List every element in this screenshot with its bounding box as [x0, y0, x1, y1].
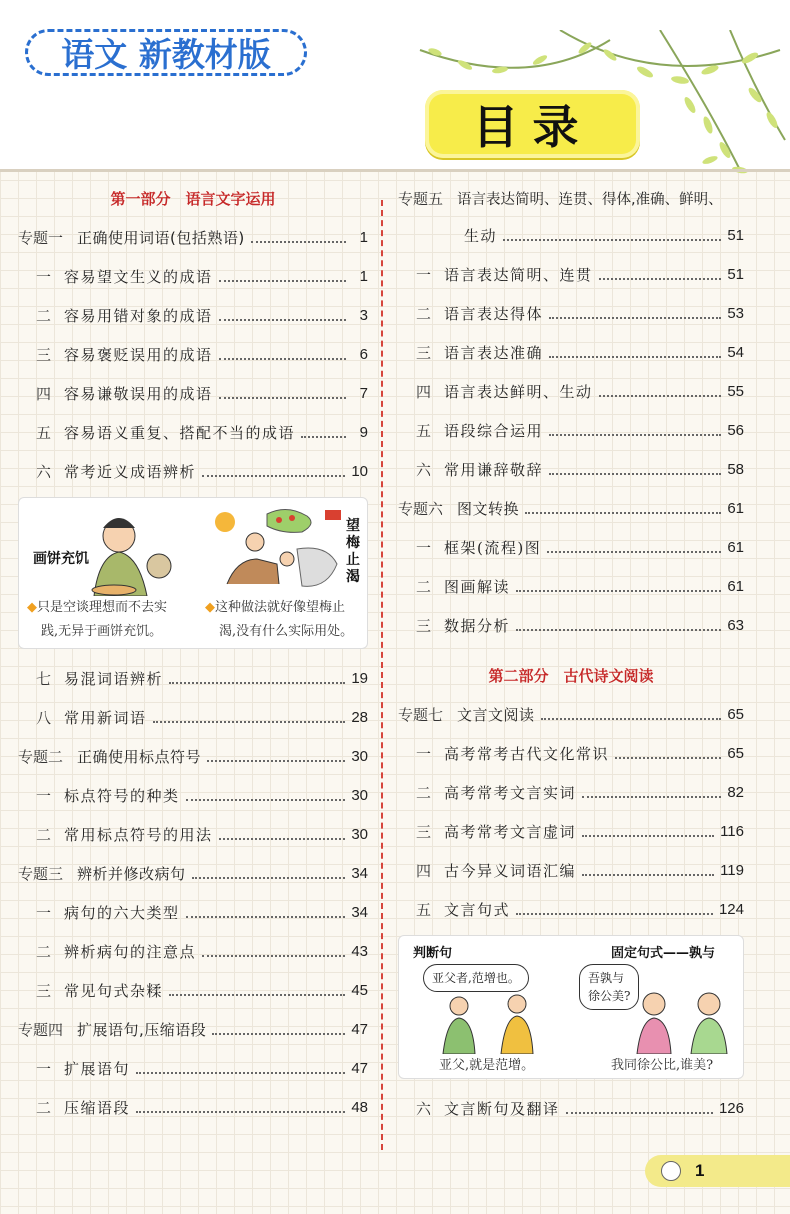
mirror-figures-icon — [629, 988, 739, 1054]
dot-leader — [219, 319, 346, 321]
toc-row-label: 标点符号的种类 — [64, 787, 180, 805]
toc-row-label: 高考常考古代文化常识 — [444, 745, 610, 763]
dot-leader — [549, 317, 721, 319]
toc-row-label: 文言断句及翻译 — [444, 1100, 560, 1118]
toc-topic-number: 专题七 — [398, 706, 444, 724]
dot-leader — [549, 434, 721, 436]
toc-row-label: 常考近义成语辨析 — [64, 463, 197, 481]
toc-row-number: 一 — [36, 787, 52, 805]
dot-leader — [599, 395, 722, 397]
dot-leader — [599, 278, 722, 280]
toc-row[interactable] — [18, 374, 368, 413]
toc-topic-label: 扩展语句,压缩语段 — [77, 1021, 207, 1039]
toc-page-number: 30 — [351, 748, 368, 765]
dot-leader — [582, 796, 721, 798]
pattern-label-1: 判断句 — [413, 946, 453, 961]
edition-badge: 语文 新教材版 — [25, 29, 307, 76]
speech-bubble-2: 吾孰与 徐公美? — [579, 964, 639, 1010]
dot-leader — [251, 241, 346, 243]
toc-row[interactable] — [18, 257, 368, 296]
toc-topic-number: 专题三 — [18, 865, 64, 883]
toc-row-number: 一 — [36, 1060, 52, 1078]
toc-row-label: 语言表达简明、连贯 — [444, 266, 593, 284]
toc-row-number: 四 — [416, 383, 432, 401]
toc-topic-row[interactable] — [398, 695, 744, 734]
dot-leader — [186, 916, 346, 918]
toc-page-number: 61 — [727, 578, 744, 595]
pattern-caption-2: 我同徐公比,谁美? — [611, 1058, 714, 1073]
toc-row-number: 五 — [416, 901, 432, 919]
toc-page-number: 47 — [351, 1060, 368, 1077]
toc-page-number: 6 — [359, 346, 368, 363]
toc-row-number: 一 — [416, 266, 432, 284]
dot-leader — [153, 721, 346, 723]
idiom-caption-1: ◆只是空谈理想而不去实 践,无异于画饼充饥。 — [27, 600, 168, 639]
toc-row-number: 一 — [416, 539, 432, 557]
toc-topic-number: 专题五 — [398, 189, 444, 208]
toc-page-number: 61 — [727, 500, 744, 517]
dot-leader — [516, 913, 713, 915]
dot-leader — [582, 874, 714, 876]
toc-row[interactable] — [398, 606, 744, 645]
dot-leader — [615, 757, 721, 759]
toc-page-number: 34 — [351, 904, 368, 921]
toc-row-number: 一 — [416, 745, 432, 763]
dot-leader — [541, 718, 722, 720]
toc-page-number: 124 — [718, 901, 744, 918]
dot-leader — [516, 590, 721, 592]
toc-page-number: 3 — [359, 307, 368, 324]
toc-row-label: 框架(流程)图 — [444, 539, 542, 557]
toc-row-label: 常见句式杂糅 — [64, 982, 164, 1000]
toc-row-label: 易混词语辨析 — [64, 670, 164, 688]
toc-page-number: 30 — [351, 787, 368, 804]
toc-row-number: 三 — [416, 344, 432, 362]
section-title-part1: 第一部分 语言文字运用 — [110, 190, 276, 208]
toc-row[interactable] — [398, 411, 744, 450]
toc-page-number: 55 — [727, 383, 744, 400]
dot-leader — [212, 1033, 345, 1035]
toc-row-number: 七 — [36, 670, 52, 688]
dot-leader — [202, 475, 345, 477]
toc-page-number: 47 — [351, 1021, 368, 1038]
toc-row-number: 二 — [36, 1099, 52, 1117]
toc-row-label: 图画解读 — [444, 578, 511, 596]
toc-row[interactable] — [18, 971, 368, 1010]
toc-row-label: 古今异义词语汇编 — [444, 862, 577, 880]
toc-topic-row[interactable] — [18, 737, 368, 776]
dot-leader — [566, 1112, 713, 1114]
toc-row[interactable] — [398, 372, 744, 411]
toc-topic-number: 专题二 — [18, 748, 64, 766]
toc-topic-number: 专题四 — [18, 1021, 64, 1039]
toc-topic-label: 语言表达简明、连贯、得体,准确、鲜明、 — [457, 191, 723, 208]
toc-page-number: 126 — [718, 1100, 744, 1117]
toc-row[interactable] — [398, 294, 744, 333]
toc-page-number: 9 — [359, 424, 368, 441]
toc-row-label: 常用谦辞敬辞 — [444, 461, 544, 479]
toc-row-number: 二 — [36, 943, 52, 961]
toc-topic-label: 图文转换 — [457, 500, 520, 518]
toc-row-number: 一 — [36, 904, 52, 922]
dot-leader — [219, 280, 346, 282]
toc-page-number: 7 — [359, 385, 368, 402]
toc-page-number: 56 — [727, 422, 744, 439]
toc-topic-number: 专题一 — [18, 229, 64, 247]
dot-leader — [136, 1072, 345, 1074]
toc-right-column — [398, 180, 744, 1128]
toc-topic-row[interactable] — [398, 489, 744, 528]
toc-page-number: 30 — [351, 826, 368, 843]
toc-page-number: 63 — [727, 617, 744, 634]
toc-page-number: 28 — [351, 709, 368, 726]
dot-leader — [207, 760, 345, 762]
toc-page-number: 53 — [727, 305, 744, 322]
toc-page-number: 43 — [351, 943, 368, 960]
toc-page-number: 51 — [727, 266, 744, 283]
toc-topic-label-continued: 生动 — [464, 227, 498, 245]
toc-page-number: 82 — [727, 784, 744, 801]
pattern-caption-1: 亚父,就是范增。 — [439, 1058, 535, 1073]
toc-topic-row[interactable] — [18, 854, 368, 893]
toc-row-label: 辨析病句的注意点 — [64, 943, 197, 961]
sentence-pattern-illustration-panel — [398, 935, 744, 1079]
toc-row-label: 语言表达准确 — [444, 344, 544, 362]
dot-leader — [301, 436, 346, 438]
toc-page-number: 58 — [727, 461, 744, 478]
toc-row[interactable] — [18, 413, 368, 452]
toc-row-label: 高考常考文言实词 — [444, 784, 577, 802]
toc-page-number: 51 — [727, 227, 744, 244]
toc-topic-row[interactable] — [18, 218, 368, 257]
idiom-label-2: 望梅止渴 — [346, 518, 360, 585]
toc-row-number: 二 — [416, 578, 432, 596]
toc-row[interactable] — [18, 815, 368, 854]
toc-row-label: 容易谦敬误用的成语 — [64, 385, 213, 403]
dot-leader — [219, 358, 346, 360]
toc-row[interactable] — [18, 776, 368, 815]
toc-row-label: 扩展语句 — [64, 1060, 131, 1078]
speech-bubble-1: 亚父者,范增也。 — [423, 964, 529, 992]
dot-leader — [202, 955, 345, 957]
idiom-illustration-panel — [18, 497, 368, 649]
toc-row[interactable] — [398, 333, 744, 372]
toc-topic-row-continued[interactable] — [398, 216, 744, 255]
dot-leader — [516, 629, 721, 631]
toc-row-label: 容易望文生义的成语 — [64, 268, 213, 286]
toc-row-number: 四 — [36, 385, 52, 403]
page-number-tab — [645, 1155, 790, 1187]
toc-row[interactable] — [18, 698, 368, 737]
toc-row-number: 二 — [36, 307, 52, 325]
toc-row[interactable] — [398, 890, 744, 929]
traveler-scene-icon — [207, 504, 347, 596]
toc-row[interactable] — [398, 773, 744, 812]
toc-row-number: 二 — [416, 784, 432, 802]
toc-topic-label: 正确使用标点符号 — [77, 748, 202, 766]
toc-left-column — [18, 180, 368, 1127]
toc-row[interactable] — [18, 296, 368, 335]
toc-row-number: 三 — [416, 823, 432, 841]
toc-row-number: 五 — [36, 424, 52, 442]
idiom-label-1: 画饼充饥 — [33, 551, 89, 567]
toc-row[interactable] — [18, 893, 368, 932]
page-title: 目录 — [425, 90, 640, 158]
toc-topic-label: 辨析并修改病句 — [77, 865, 186, 883]
toc-topic-label: 文言文阅读 — [457, 706, 535, 724]
toc-page-number: 1 — [359, 268, 368, 285]
dot-leader — [186, 799, 346, 801]
dot-leader — [169, 682, 345, 684]
dot-leader — [582, 835, 714, 837]
toc-topic-label: 正确使用词语(包括熟语) — [77, 229, 245, 247]
dot-leader — [192, 877, 346, 879]
toc-row-label: 常用标点符号的用法 — [64, 826, 213, 844]
toc-topic-row[interactable] — [398, 180, 744, 216]
toc-row-number: 六 — [416, 461, 432, 479]
toc-row-number: 三 — [36, 982, 52, 1000]
dot-leader — [219, 397, 346, 399]
toc-page-number: 1 — [359, 229, 368, 246]
dot-leader — [549, 356, 721, 358]
toc-row[interactable] — [398, 450, 744, 489]
idiom-caption-2: ◆这种做法就好像望梅止 渴,没有什么实际用处。 — [205, 600, 354, 639]
toc-row-label: 压缩语段 — [64, 1099, 131, 1117]
toc-row[interactable] — [18, 335, 368, 374]
toc-row-label: 语言表达得体 — [444, 305, 544, 323]
toc-row[interactable] — [398, 1089, 744, 1128]
section-title-part2: 第二部分 古代诗文阅读 — [488, 667, 654, 685]
toc-row-number: 八 — [36, 709, 52, 727]
toc-row-number: 六 — [416, 1100, 432, 1118]
toc-page-number: 34 — [351, 865, 368, 882]
toc-row-number: 四 — [416, 862, 432, 880]
toc-row[interactable] — [398, 528, 744, 567]
page-number: 1 — [695, 1161, 705, 1180]
toc-page-number: 119 — [720, 862, 744, 879]
dot-leader — [136, 1111, 345, 1113]
toc-page-number: 54 — [727, 344, 744, 361]
toc-row[interactable] — [398, 734, 744, 773]
toc-row[interactable] — [18, 932, 368, 971]
toc-row[interactable] — [18, 452, 368, 491]
pattern-label-2: 固定句式——孰与 — [611, 946, 716, 961]
toc-row[interactable] — [18, 659, 368, 698]
toc-row-number: 六 — [36, 463, 52, 481]
toc-row-label: 病句的六大类型 — [64, 904, 180, 922]
toc-row-number: 三 — [36, 346, 52, 364]
toc-row[interactable] — [398, 255, 744, 294]
dot-leader — [525, 512, 721, 514]
toc-row-label: 语段综合运用 — [444, 422, 544, 440]
toc-row-number: 三 — [416, 617, 432, 635]
toc-page-number: 65 — [727, 706, 744, 723]
toc-page-number: 116 — [720, 823, 744, 840]
header-divider — [0, 169, 790, 172]
toc-page-number: 48 — [351, 1099, 368, 1116]
toc-row-label: 常用新词语 — [64, 709, 147, 727]
toc-row-number: 五 — [416, 422, 432, 440]
dot-leader — [169, 994, 345, 996]
toc-row[interactable] — [398, 567, 744, 606]
toc-topic-number: 专题六 — [398, 500, 444, 518]
smiley-icon — [661, 1161, 681, 1181]
toc-row-number: 一 — [36, 268, 52, 286]
column-divider — [381, 200, 383, 1150]
toc-row-label: 容易褒贬误用的成语 — [64, 346, 213, 364]
toc-row-label: 高考常考文言虚词 — [444, 823, 577, 841]
toc-page-number: 61 — [727, 539, 744, 556]
toc-page-number: 19 — [351, 670, 368, 687]
page-header — [0, 0, 790, 172]
toc-topic-row[interactable] — [18, 1010, 368, 1049]
dot-leader — [547, 551, 721, 553]
ancient-figures-icon — [429, 992, 549, 1054]
toc-row[interactable] — [18, 1049, 368, 1088]
dot-leader — [549, 473, 721, 475]
toc-row[interactable] — [398, 812, 744, 851]
toc-row[interactable] — [398, 851, 744, 890]
toc-row-number: 二 — [416, 305, 432, 323]
toc-page-number: 45 — [351, 982, 368, 999]
dot-leader — [219, 838, 346, 840]
toc-row-number: 二 — [36, 826, 52, 844]
toc-row-label: 容易语义重复、搭配不当的成语 — [64, 424, 296, 442]
toc-row-label: 数据分析 — [444, 617, 511, 635]
toc-page-number: 10 — [351, 463, 368, 480]
toc-row-label: 容易用错对象的成语 — [64, 307, 213, 325]
toc-page-number: 65 — [727, 745, 744, 762]
toc-row-label: 语言表达鲜明、生动 — [444, 383, 593, 401]
toc-row[interactable] — [18, 1088, 368, 1127]
toc-row-label: 文言句式 — [444, 901, 511, 919]
dot-leader — [503, 239, 721, 241]
